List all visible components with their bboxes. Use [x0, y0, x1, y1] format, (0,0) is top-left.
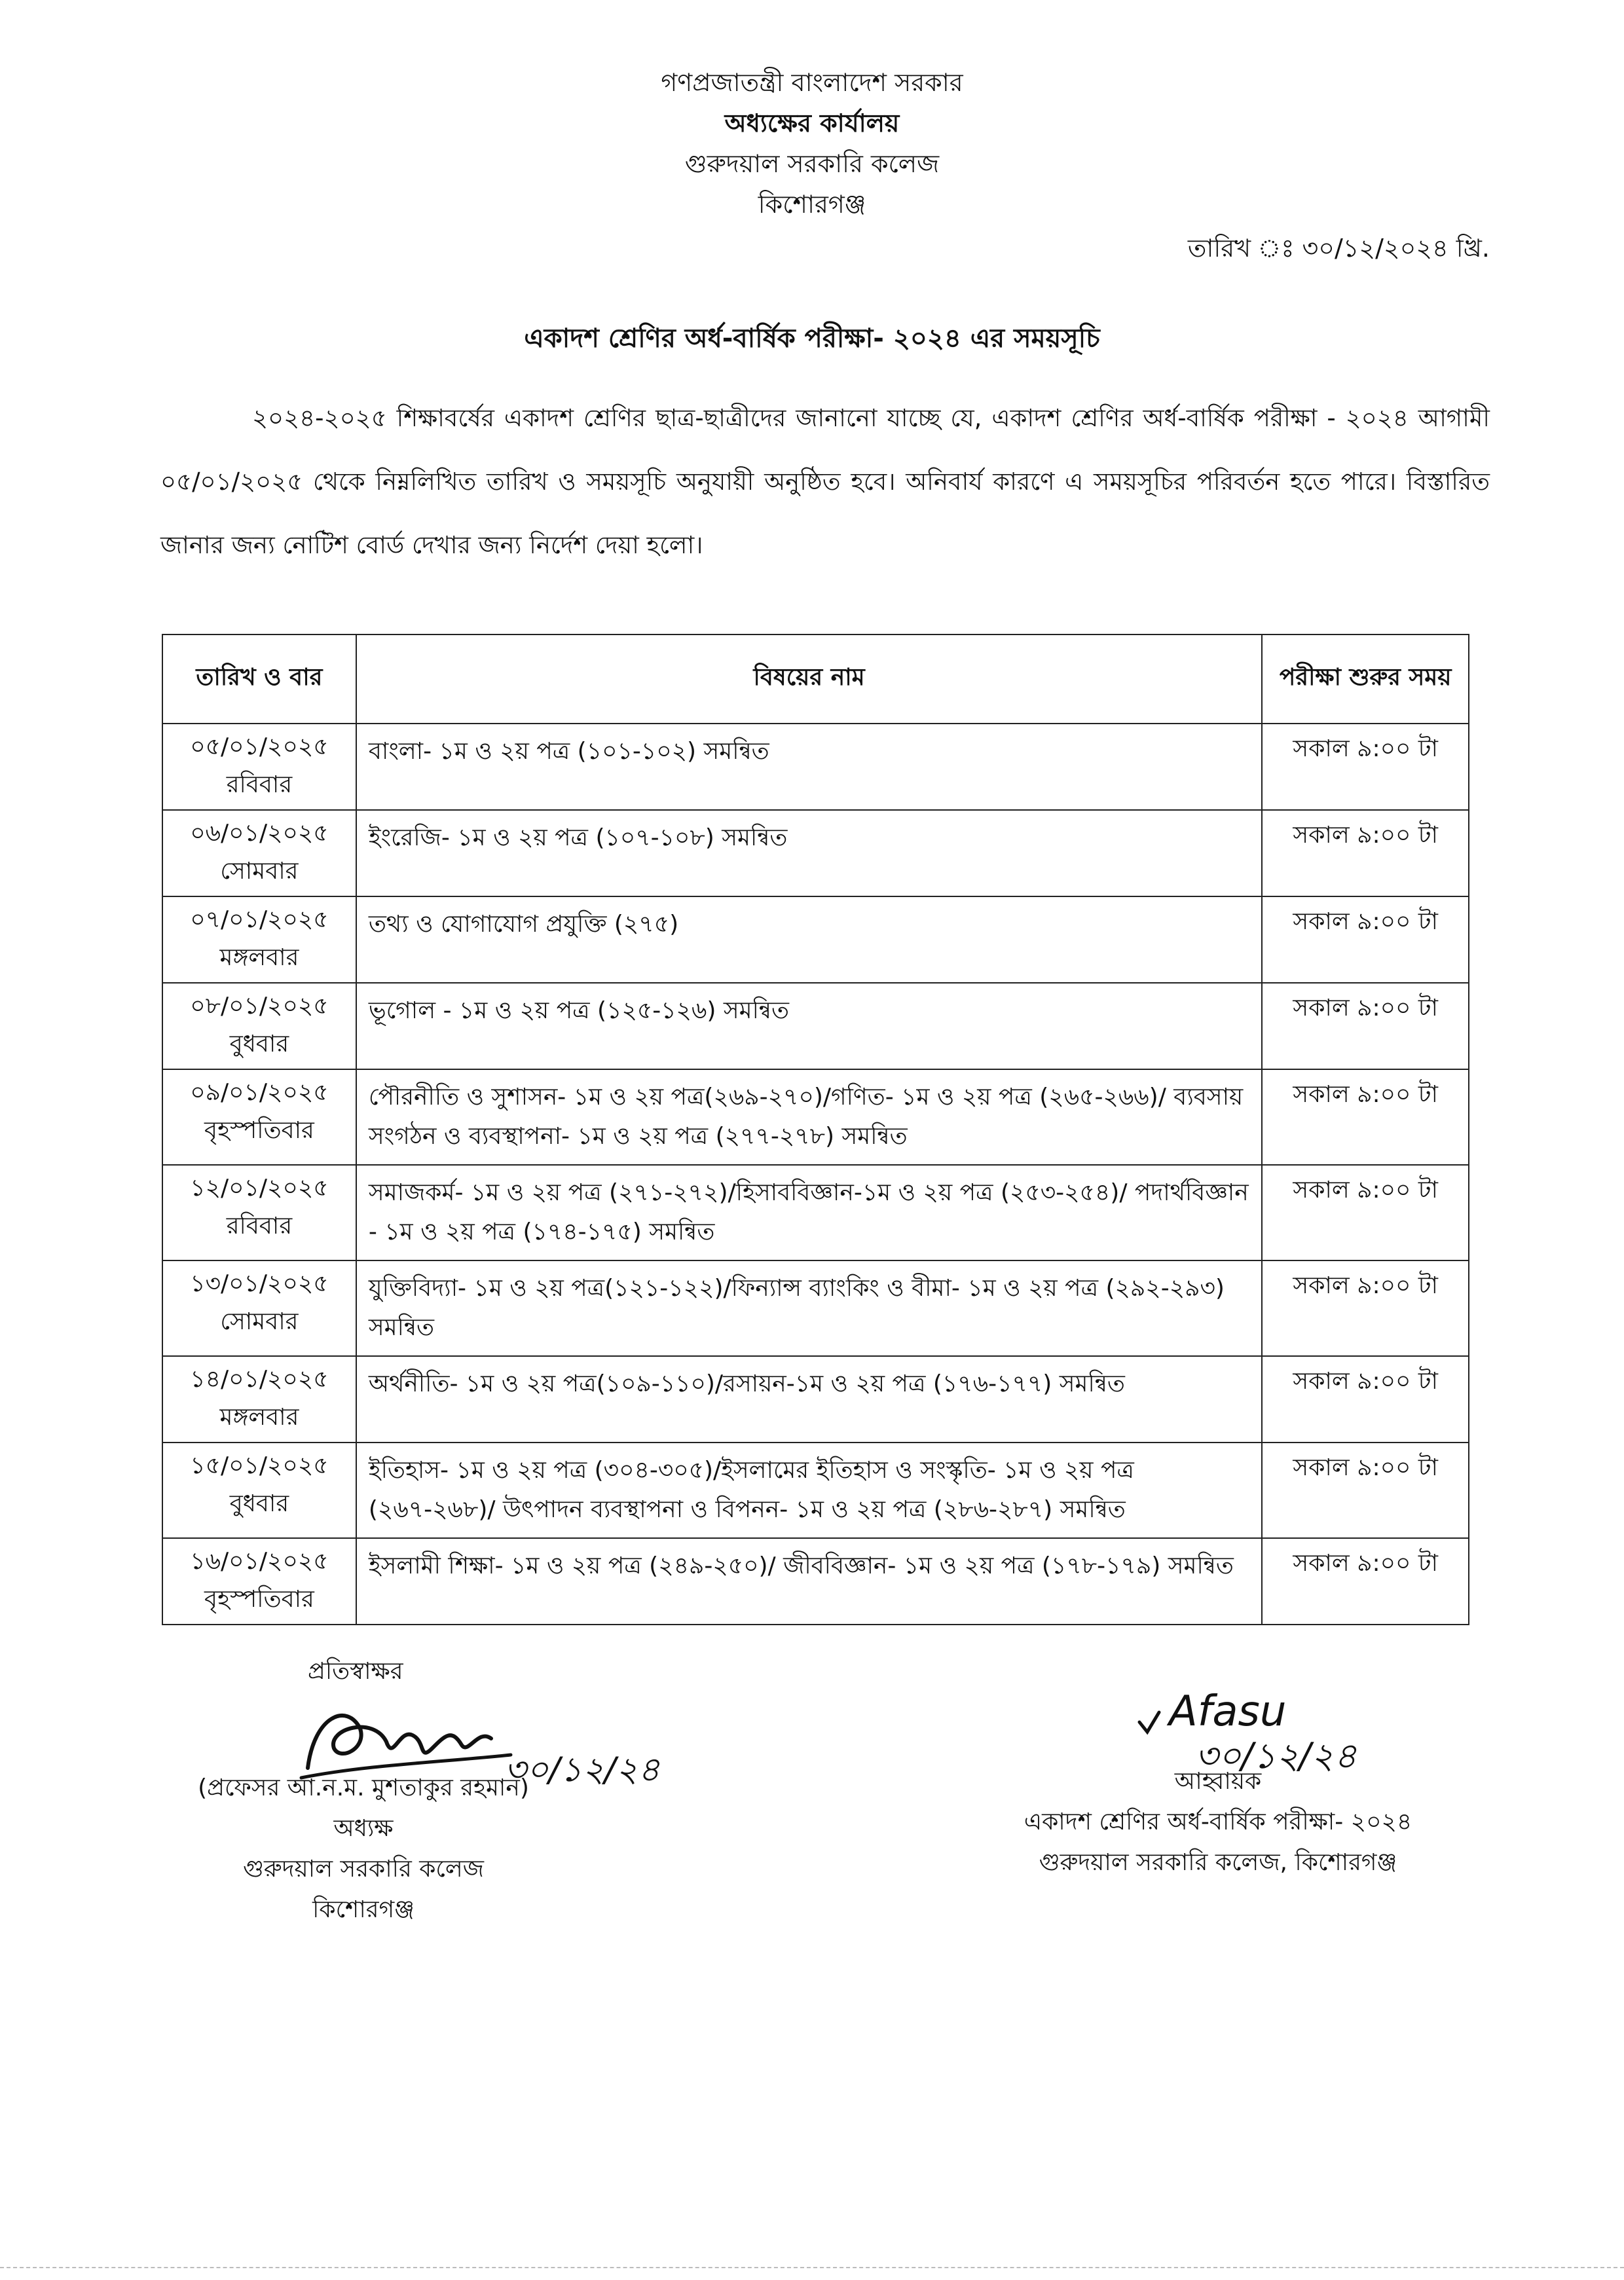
header-date: তারিখ ও বার — [162, 634, 356, 724]
principal-signature-block — [154, 1768, 573, 1930]
letterhead — [0, 62, 1624, 225]
principal-district: কিশোরগঞ্জ — [312, 1896, 415, 1923]
date-cell — [162, 983, 356, 1069]
header-time: পরীক্ষা শুরুর সময় — [1262, 634, 1469, 724]
date-cell — [162, 1069, 356, 1165]
page-edge-divider — [0, 2267, 1624, 2268]
date-cell — [162, 1443, 356, 1538]
exam-day: বুধবার — [229, 1031, 289, 1057]
exam-day: রবিবার — [226, 771, 293, 798]
exam-date: ০৭/০১/২০২৫ — [190, 906, 329, 933]
exam-day: বুধবার — [229, 1490, 289, 1517]
date-cell — [162, 1538, 356, 1625]
subject-cell: সমাজকর্ম- ১ম ও ২য় পত্র (২৭১-২৭২)/হিসাববিজ্ঞান-১ম ও ২য় পত্র (২৫৩-২৫৪)/ পদার্থবিজ্ঞান - ১ম ও ২য় পত্র (১৭৪-১৭৫) সমন্বিত — [356, 1165, 1262, 1260]
convener-college: গুরুদয়াল সরকারি কলেজ, কিশোরগঞ্জ — [1039, 1849, 1397, 1876]
time-cell: সকাল ৯:০০ টা — [1262, 983, 1469, 1069]
time-cell: সকাল ৯:০০ টা — [1262, 1260, 1469, 1356]
exam-schedule-table — [162, 634, 1469, 1625]
table-row — [162, 1538, 1469, 1625]
subject-cell: বাংলা- ১ম ও ২য় পত্র (১০১-১০২) সমন্বিত — [356, 724, 1262, 810]
office-name: অধ্যক্ষের কার্যালয় — [724, 109, 900, 138]
subject-cell: ভূগোল - ১ম ও ২য় পত্র (১২৫-১২৬) সমন্বিত — [356, 983, 1262, 1069]
table-row — [162, 1069, 1469, 1165]
table-row — [162, 1260, 1469, 1356]
countersign-label: প্রতিস্বাক্ষর — [308, 1658, 403, 1685]
exam-date: ১৩/০১/২০২৫ — [190, 1270, 329, 1297]
exam-day: সোমবার — [220, 858, 299, 885]
table-row — [162, 810, 1469, 896]
subject-cell: ইতিহাস- ১ম ও ২য় পত্র (৩০৪-৩০৫)/ইসলামের ইতিহাস ও সংস্কৃতি- ১ম ও ২য় পত্র (২৬৭-২৬৮)/ উৎপাদন ব্যবস্থাপনা ও বিপনন- ১ম ও ২য় পত্র (২৮৬-২৮৭) সমন্বিত — [356, 1443, 1262, 1538]
time-cell: সকাল ৯:০০ টা — [1262, 1165, 1469, 1260]
principal-college: গুরুদয়াল সরকারি কলেজ — [243, 1856, 484, 1883]
exam-date: ০৮/০১/২০২৫ — [190, 993, 329, 1020]
table-row — [162, 1443, 1469, 1538]
convener-committee: একাদশ শ্রেণির অর্ধ-বার্ষিক পরীক্ষা- ২০২৪ — [1024, 1809, 1412, 1835]
exam-day: মঙ্গলবার — [219, 1404, 299, 1431]
convener-signature: Afasu — [1169, 1687, 1287, 1736]
date-cell — [162, 1260, 356, 1356]
table-row — [162, 1165, 1469, 1260]
date-cell — [162, 896, 356, 983]
district-name: কিশোরগঞ্জ — [758, 190, 866, 219]
time-cell: সকাল ৯:০০ টা — [1262, 1069, 1469, 1165]
table-row — [162, 983, 1469, 1069]
subject-cell: যুক্তিবিদ্যা- ১ম ও ২য় পত্র(১২১-১২২)/ফিন্যান্স ব্যাংকিং ও বীমা- ১ম ও ২য় পত্র (২৯২-২৯৩) সমন্বিত — [356, 1260, 1262, 1356]
date-cell — [162, 810, 356, 896]
exam-date: ১৫/০১/২০২৫ — [190, 1452, 329, 1479]
principal-name: (প্রফেসর আ.ন.ম. মুশতাকুর রহমান) — [198, 1774, 529, 1801]
table-row — [162, 724, 1469, 810]
exam-date: ০৯/০১/২০২৫ — [190, 1079, 329, 1106]
college-name: গুরুদয়াল সরকারি কলেজ — [684, 149, 940, 178]
exam-date: ০৫/০১/২০২৫ — [190, 733, 329, 760]
subject-cell: ইসলামী শিক্ষা- ১ম ও ২য় পত্র (২৪৯-২৫০)/ জীববিজ্ঞান- ১ম ও ২য় পত্র (১৭৮-১৭৯) সমন্বিত — [356, 1538, 1262, 1625]
government-name: গণপ্রজাতন্ত্রী বাংলাদেশ সরকার — [661, 68, 963, 97]
notice-title: একাদশ শ্রেণির অর্ধ-বার্ষিক পরীক্ষা- ২০২৪ এর সময়সূচি — [524, 323, 1100, 354]
notice-date: তারিখ ঃ ৩০/১২/২০২৪ খ্রি. — [1187, 234, 1490, 263]
convener-signature-block — [956, 1761, 1480, 1883]
date-cell — [162, 724, 356, 810]
date-cell — [162, 1165, 356, 1260]
convener-signature-icon — [1133, 1676, 1434, 1774]
exam-date: ০৬/০১/২০২৫ — [190, 820, 329, 847]
convener-signature-date: ৩০/১২/২৪ — [1195, 1735, 1357, 1776]
table-row — [162, 1356, 1469, 1443]
exam-date: ১২/০১/২০২৫ — [190, 1175, 329, 1202]
subject-cell: পৌরনীতি ও সুশাসন- ১ম ও ২য় পত্র(২৬৯-২৭০)/গণিত- ১ম ও ২য় পত্র (২৬৫-২৬৬)/ ব্যবসায় সংগঠন ও ব্যবস্থাপনা- ১ম ও ২য় পত্র (২৭৭-২৭৮) সমন্বিত — [356, 1069, 1262, 1165]
principal-signature-date: ৩০/১২/২৪ — [504, 1750, 660, 1790]
exam-day: সোমবার — [220, 1308, 299, 1335]
time-cell: সকাল ৯:০০ টা — [1262, 896, 1469, 983]
date-cell — [162, 1356, 356, 1443]
time-cell: সকাল ৯:০০ টা — [1262, 810, 1469, 896]
exam-day: রবিবার — [226, 1213, 293, 1240]
header-subject: বিষয়ের নাম — [356, 634, 1262, 724]
exam-day: বৃহস্পতিবার — [204, 1586, 314, 1613]
table-row — [162, 896, 1469, 983]
time-cell: সকাল ৯:০০ টা — [1262, 724, 1469, 810]
convener-title: আহ্বায়ক — [1174, 1768, 1262, 1795]
notice-intro: ২০২৪-২০২৫ শিক্ষাবর্ষের একাদশ শ্রেণির ছাত্র-ছাত্রীদের জানানো যাচ্ছে যে, একাদশ শ্রেণির অর্ধ-বার্ষিক পরীক্ষা - ২০২৪ আগামী ০৫/০১/২০২৫ থেকে নিম্নলিখিত তারিখ ও সময়সূচি অনুযায়ী অনুষ্ঠিত হবে। অনিবার্য কারণে এ সময়সূচির পরিবর্তন হতে পারে। বিস্তারিত জানার জন্য নোটিশ বোর্ড দেখার জন্য নির্দেশ দেয়া হলো। — [160, 404, 1490, 559]
time-cell: সকাল ৯:০০ টা — [1262, 1538, 1469, 1625]
subject-cell: অর্থনীতি- ১ম ও ২য় পত্র(১০৯-১১০)/রসায়ন-১ম ও ২য় পত্র (১৭৬-১৭৭) সমন্বিত — [356, 1356, 1262, 1443]
time-cell: সকাল ৯:০০ টা — [1262, 1356, 1469, 1443]
subject-cell: ইংরেজি- ১ম ও ২য় পত্র (১০৭-১০৮) সমন্বিত — [356, 810, 1262, 896]
exam-date: ১৪/০১/২০২৫ — [190, 1366, 329, 1393]
exam-day: মঙ্গলবার — [219, 944, 299, 971]
exam-date: ১৬/০১/২০২৫ — [190, 1548, 329, 1575]
subject-cell: তথ্য ও যোগাযোগ প্রযুক্তি (২৭৫) — [356, 896, 1262, 983]
exam-day: বৃহস্পতিবার — [204, 1117, 314, 1144]
principal-designation: অধ্যক্ষ — [333, 1815, 394, 1842]
time-cell: সকাল ৯:০০ টা — [1262, 1443, 1469, 1538]
